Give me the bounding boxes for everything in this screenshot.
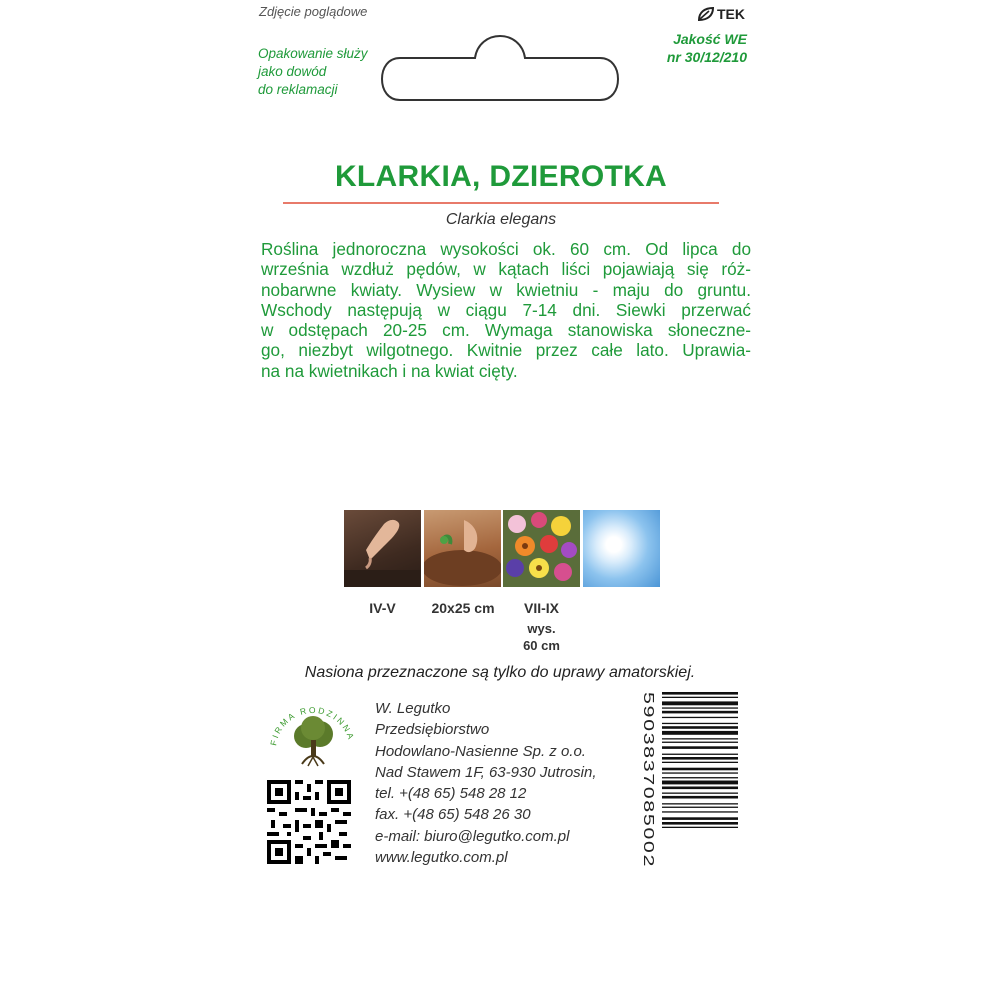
barcode-bar [662,754,738,755]
address-line: Hodowlano-Nasienne Sp. z o.o. [375,742,586,760]
quality-line: Jakość WE [673,31,747,47]
hanger-hole-outline [380,34,620,104]
barcode-bar [662,768,738,771]
tek-label: TEK [717,6,745,22]
spacing-photo [424,510,501,587]
barcode-bar [662,726,738,729]
street-address: Nad Stawem 1F, 63-930 Jutrosin, [375,763,597,781]
description-line: Roślina jednoroczna wysokości ok. 60 cm. Od lipca do [261,239,751,259]
barcode-bar [662,796,738,799]
description-line: września wzdłuż pędów, w kątach liści pojawiają się róż- [261,259,751,280]
barcode-bar [662,817,738,820]
fax-number: fax. +(48 65) 548 26 30 [375,806,531,824]
email-address: e-mail: biuro@legutko.com.pl [375,827,570,845]
height-line: 60 cm [523,638,560,653]
barcode-bar [662,822,738,825]
barcode-bar [662,701,738,705]
quality-line: nr 30/12/210 [666,49,747,65]
title-divider [283,202,719,204]
complaint-line: jako dowód [258,64,327,79]
barcode-bar [662,787,738,790]
barcode-bar [662,723,738,724]
photo-note: Zdjęcie poglądowe [259,4,368,19]
barcode-bar [662,711,738,714]
plant-spacing: 20x25 cm [431,600,495,616]
bloom-period: VII-IX [523,600,559,616]
barcode-bar [662,697,738,698]
family-company-logo [268,700,358,775]
company-name: W. Legutko [375,700,451,717]
barcode-bar [662,707,738,708]
complaint-note [258,45,388,99]
address-line: Przedsiębiorstwo [375,721,490,739]
description-line: w odstępach 20-25 cm. Wymaga stanowiska słoneczne- [261,320,751,341]
barcode-bar [662,781,738,785]
quality-mark [645,30,747,66]
description-line: go, niezbyt wilgotnego. Kwitnie przez całe lato. Uprawia- [261,340,751,361]
product-title: KLARKIA, DZIEROTKA [334,160,668,193]
company-address [375,698,597,868]
complaint-line: do reklamacji [258,82,338,97]
complaint-line: Opakowanie służy [258,46,368,61]
barcode-bar [662,738,738,739]
barcode-bar [662,777,738,778]
amateur-use-note: Nasiona przeznaczone są tylko do uprawy amatorskiej. [304,664,696,681]
product-description [261,239,751,381]
barcode [640,690,740,868]
barcode-bar [662,742,738,743]
plant-height [503,620,580,654]
barcode-bar [662,692,738,695]
barcode-bar [662,717,738,718]
barcode-bar [662,772,738,773]
barcode-bar [662,731,738,735]
barcode-bar [662,827,738,828]
barcode-bar [662,811,738,812]
height-line: wys. [527,621,556,636]
latin-name: Clarkia elegans [445,211,557,228]
barcode-number: 5903837085002 [640,692,657,815]
barcode-bar [662,803,738,804]
barcode-bar [662,757,738,760]
description-line: nobarwne kwiaty. Wysiew w kwietniu - maju do gruntu. [261,279,751,300]
barcode-bar [662,762,738,763]
phone-number: tel. +(48 65) 548 28 12 [375,785,527,803]
sowing-photo [344,510,421,587]
leaf-icon [697,6,715,22]
tek-mark [697,6,745,22]
barcode-bar [662,793,738,794]
qr-code [267,780,351,864]
description-line: na na kwietnikach i na kwiat cięty. [261,360,518,381]
barcode-bar [662,746,738,749]
flowers-photo [503,510,580,587]
description-line: Wschody następują w ciągu 7-14 dni. Siewki przerwać [261,299,751,320]
sowing-period: IV-V [369,600,396,616]
barcode-bar [662,807,738,808]
barcode-bars [662,692,738,828]
website-url: www.legutko.com.pl [375,849,508,867]
svg-text:FIRMA RODZINNA: FIRMA RODZINNA [268,704,357,747]
sun-photo [583,510,660,587]
